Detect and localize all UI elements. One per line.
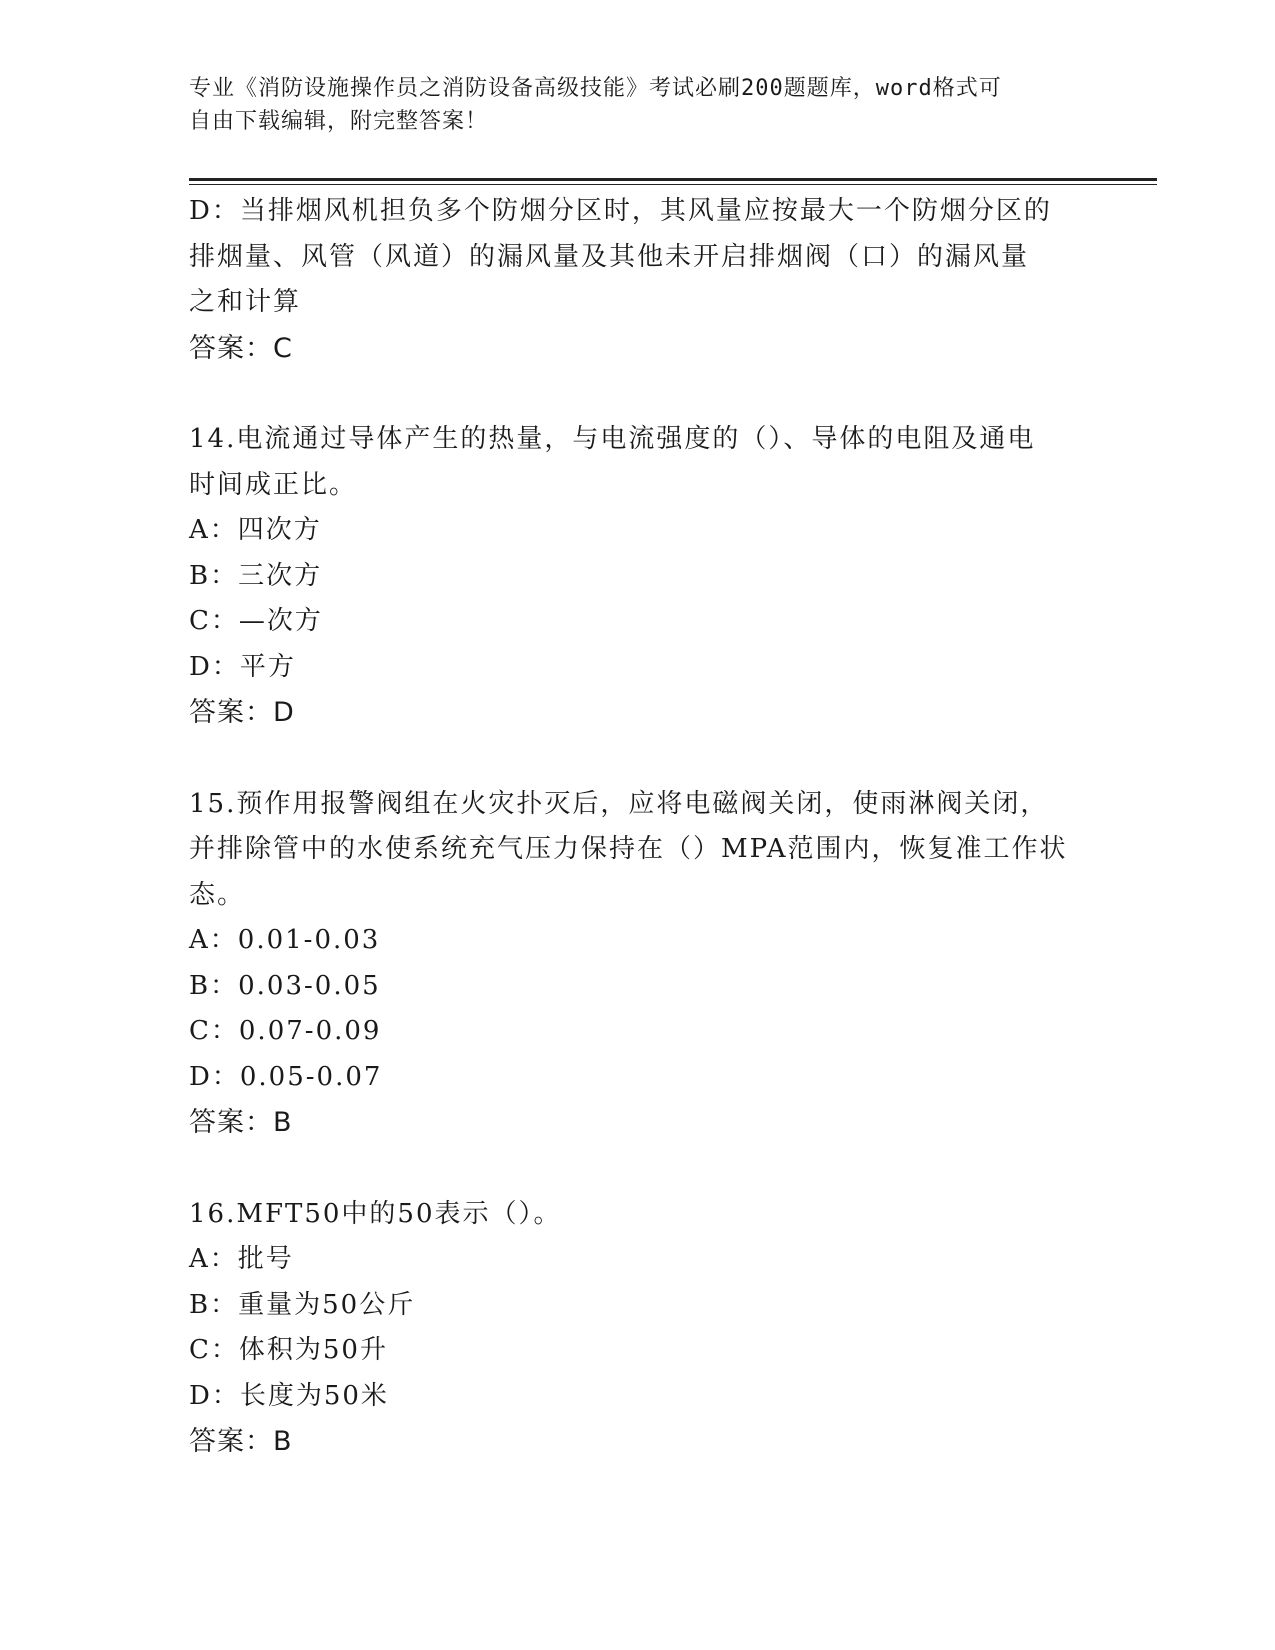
question-stem-line-1: 14.电流通过导体产生的热量，与电流强度的（）、导体的电阻及通电 xyxy=(189,424,1036,454)
question-stem-line-2: 时间成正比。 xyxy=(189,469,358,500)
question-stem-line-1: 16.MFT50中的50表示（）。 xyxy=(189,1198,562,1229)
option-a: A：四次方 xyxy=(189,515,322,545)
document-header xyxy=(189,72,1089,138)
option-d: D：0.05-0.07 xyxy=(189,1061,383,1092)
spacer xyxy=(189,371,1089,417)
question-16 xyxy=(189,1192,1089,1465)
option-d-line-3: 之和计算 xyxy=(189,287,302,317)
option-a: A：0.01-0.03 xyxy=(189,925,381,955)
question-14 xyxy=(189,417,1089,736)
option-b: B：重量为50公斤 xyxy=(189,1289,416,1320)
question-stem-line-2: 并排除管中的水使系统充气压力保持在（）MPA范围内，恢复准工作状 xyxy=(189,834,1068,864)
spacer xyxy=(189,1146,1089,1192)
question-13-continued xyxy=(189,189,1089,371)
option-c: C：0.07-0.09 xyxy=(189,1016,382,1046)
header-line-2: 自由下载编辑，附完整答案！ xyxy=(189,109,489,134)
question-stem-line-1: 15.预作用报警阀组在火灾扑灭后，应将电磁阀关闭，使雨淋阀关闭， xyxy=(189,788,1049,819)
option-c: C：体积为50升 xyxy=(189,1335,388,1365)
spacer xyxy=(189,736,1089,782)
option-b: B：三次方 xyxy=(189,560,323,591)
option-b: B：0.03-0.05 xyxy=(189,970,381,1001)
option-c: C：—次方 xyxy=(189,606,323,636)
option-d-line-1: D：当排烟风机担负多个防烟分区时，其风量应按最大一个防烟分区的 xyxy=(189,196,1052,226)
question-15 xyxy=(189,782,1089,1146)
answer-13: 答案：C xyxy=(189,332,293,364)
answer-14: 答案：D xyxy=(189,697,295,728)
answer-15: 答案：B xyxy=(189,1107,293,1138)
option-d: D：长度为50米 xyxy=(189,1380,389,1411)
question-stem-line-3: 态。 xyxy=(189,879,246,910)
option-d: D：平方 xyxy=(189,651,296,682)
option-d-line-2: 排烟量、风管（风道）的漏风量及其他未开启排烟阀（口）的漏风量 xyxy=(189,241,1030,272)
answer-16: 答案：B xyxy=(189,1426,293,1457)
option-a: A：批号 xyxy=(189,1244,294,1274)
header-line-1: 专业《消防设施操作员之消防设备高级技能》考试必刷200题题库，word格式可 xyxy=(189,76,1002,101)
header-divider-thin xyxy=(189,184,1157,185)
header-divider-thick xyxy=(189,178,1157,181)
question-list xyxy=(189,189,1089,1465)
